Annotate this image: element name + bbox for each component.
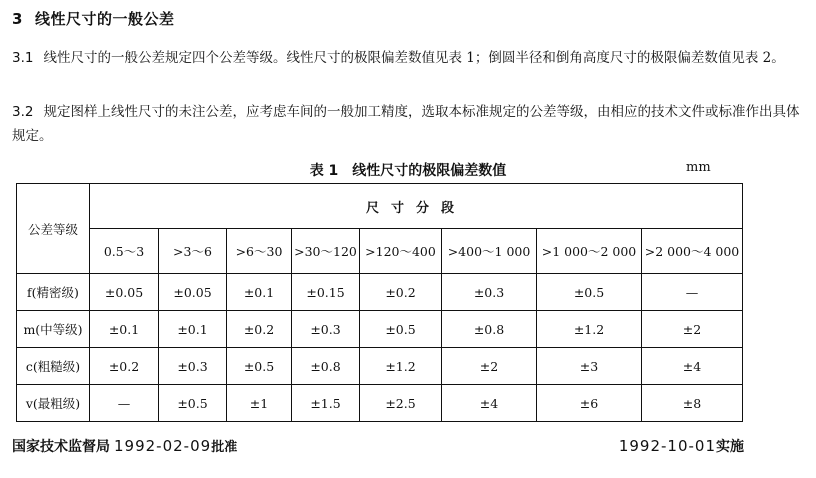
value-cell: ±0.8 — [292, 348, 360, 385]
value-cell: ±0.05 — [159, 274, 227, 311]
paragraph-3-1 — [12, 46, 802, 70]
effective-date: 1992-10-01 — [618, 437, 716, 455]
value-cell: ±0.5 — [227, 348, 292, 385]
paragraph-text: 规定图样上线性尺寸的未注公差，应考虑车间的一般加工精度，选取本标准规定的公差等级，由相应的技术文件或标准作出具体规定。 — [12, 104, 800, 144]
value-cell: ±2 — [442, 348, 537, 385]
range-cell: >30～120 — [292, 229, 360, 274]
table-row-v — [17, 385, 743, 422]
range-cell: >3～6 — [159, 229, 227, 274]
value-cell: ±1.5 — [292, 385, 360, 422]
size-ranges-row — [17, 229, 743, 274]
value-cell: ±1.2 — [537, 311, 642, 348]
approve-date: 1992-02-09 — [114, 437, 212, 455]
table-row-m — [17, 311, 743, 348]
value-cell: ±1 — [227, 385, 292, 422]
value-cell: — — [90, 385, 159, 422]
value-cell: ±4 — [642, 348, 743, 385]
value-cell: ±0.3 — [159, 348, 227, 385]
range-cell: >6～30 — [227, 229, 292, 274]
value-cell: ±4 — [442, 385, 537, 422]
value-cell: ±3 — [537, 348, 642, 385]
section-title: 线性尺寸的一般公差 — [34, 10, 175, 28]
value-cell: ±0.2 — [227, 311, 292, 348]
value-cell: ±0.1 — [227, 274, 292, 311]
value-cell: ±0.8 — [442, 311, 537, 348]
value-cell: ±0.1 — [90, 311, 159, 348]
value-cell: ±0.15 — [292, 274, 360, 311]
table-unit: mm — [686, 160, 711, 175]
range-cell: >2 000～4 000 — [642, 229, 743, 274]
value-cell: ±0.2 — [360, 274, 442, 311]
value-cell: ±0.5 — [537, 274, 642, 311]
value-cell: ±2.5 — [360, 385, 442, 422]
paragraph-3-2 — [12, 100, 802, 148]
table-caption: 表 1 线性尺寸的极限偏差数值 — [309, 163, 507, 179]
grade-label: f(精密级) — [17, 274, 90, 311]
value-cell: ±0.2 — [90, 348, 159, 385]
issuer: 国家技术监督局 — [12, 439, 110, 455]
section-heading — [12, 8, 174, 29]
table-header-row — [17, 184, 743, 229]
value-cell: ±0.5 — [360, 311, 442, 348]
section-number: 3 — [12, 10, 23, 28]
effective-label: 实施 — [716, 439, 744, 455]
range-cell: >400～1 000 — [442, 229, 537, 274]
table-row-c — [17, 348, 743, 385]
tolerance-table — [16, 183, 743, 422]
value-cell: ±0.1 — [159, 311, 227, 348]
value-cell: ±0.3 — [292, 311, 360, 348]
value-cell: ±0.05 — [90, 274, 159, 311]
grade-label: m(中等级) — [17, 311, 90, 348]
approve-label: 批准 — [211, 440, 238, 455]
range-cell: >1 000～2 000 — [537, 229, 642, 274]
approval-line — [12, 436, 237, 456]
paragraph-number: 3.2 — [12, 104, 34, 120]
value-cell: ±0.3 — [442, 274, 537, 311]
table-row-f — [17, 274, 743, 311]
grade-label: c(粗糙级) — [17, 348, 90, 385]
grade-header: 公差等级 — [17, 184, 90, 274]
value-cell: ±6 — [537, 385, 642, 422]
value-cell: ±1.2 — [360, 348, 442, 385]
value-cell: ±2 — [642, 311, 743, 348]
value-cell: ±8 — [642, 385, 743, 422]
paragraph-text: 线性尺寸的一般公差规定四个公差等级。线性尺寸的极限偏差数值见表 1；倒圆半径和倒角高度尺寸的极限偏差数值见表 2。 — [43, 50, 785, 66]
effective-line — [619, 436, 744, 456]
paragraph-number: 3.1 — [12, 50, 34, 66]
value-cell: ±0.5 — [159, 385, 227, 422]
value-cell: — — [642, 274, 743, 311]
grade-label: v(最粗级) — [17, 385, 90, 422]
range-cell: 0.5～3 — [90, 229, 159, 274]
size-range-header: 尺寸分段 — [90, 184, 743, 229]
range-cell: >120～400 — [360, 229, 442, 274]
